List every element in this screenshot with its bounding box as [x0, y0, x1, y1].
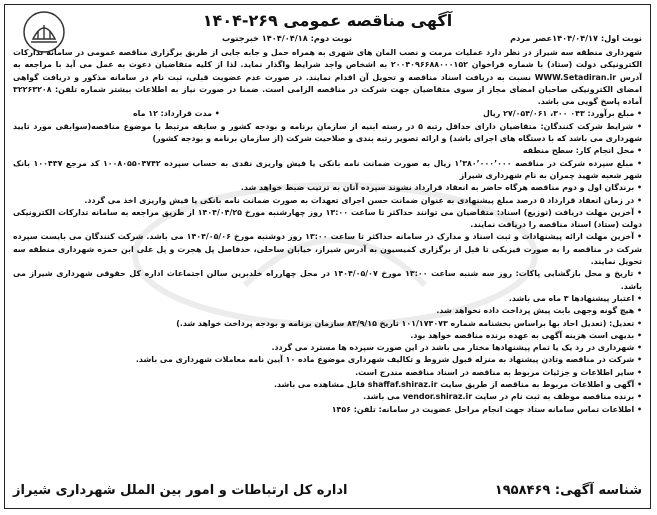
bullet-item: • برندگان اول و دوم مناقصه هرگاه حاضر به انعقاد قرارداد نشوند سپرده آنان به ترتیب ضبط خواهد شد. — [240, 183, 642, 193]
bullet-item: • بدیهی است هزینه آگهی به عهده برنده مناقصه خواهد بود. — [410, 330, 642, 340]
bullet-item: • اعتبار پیشنهادها ۳ ماه می باشد. — [508, 293, 642, 303]
notice-body — [13, 47, 642, 416]
bullet-item: • شرایط شرکت کنندگان: متقاضیان دارای حداقل رتبه ۵ در رسته ابنیه از سازمان برنامه و بودجه کشور و سابقه مرتبط با موضوع مناقصه(سوابقی مورد تایید شهرداری می باشد که با دستگاه های اجرای باشد) و ارائه تصویر رتبه بندی و صلاحیت شرکت (از سازمان برنامه و بودجه کشور) — [13, 121, 642, 144]
first-publication-date: نوبت اول: ۱۴۰۴/۰۴/۱۷عصر مردم — [510, 33, 642, 43]
ad-identifier: شناسه آگهی: ۱۹۵۸۴۶۹ — [494, 482, 642, 498]
notice-title: آگهی مناقصه عمومی ۲۶۹-۱۴۰۴ — [202, 11, 453, 30]
bullet-item: • هیچ گونه وجهی بابت پیش پرداخت داده نخواهد شد. — [436, 306, 642, 316]
bullet-item: • آخرین مهلت دریافت (توزیع) اسناد: متقاضیان می توانند حداکثر تا ساعت ۱۳:۰۰ روز چهارشنبه مورخ ۱۴۰۴/۰۴/۲۵ از طریق مراجعه به سامانه تدارکات الکترونیکی دولت (ستاد) اسناد مناقصه را دریافت نمایند. — [13, 207, 642, 230]
amount-row — [13, 108, 642, 120]
second-publication-date: نوبت دوم: ۱۴۰۴/۰۴/۱۸ خبرجنوب — [222, 33, 352, 43]
intro-paragraph: شهرداری منطقه سه شیراز در نظر دارد عملیات مرمت و نصب المان های شهری به همراه حمل و جابه جایی از طریق برگزاری مناقصه عمومی در سامانه تدارکات الکترونیکی دولت (ستاد) با شماره فراخوان ۲۰۰۴۰۹۶۶۸۸۰۰۰۱۵۲ به اشخاص واجد شرایط واگذار نماید. لذا از کلیه متقاضیان دعوت به عمل می آید با مراجعه به آدرس WWW.Setadiran.ir نسبت به دریافت اسناد مناقصه و تحویل آن اقدام نمایند. در صورت عدم عضویت قبلی، ثبت نام در سامانه مذکور و دریافت گواهی امضای الکترونیکی صاحبان امضای مجاز از سوی متقاضیان جهت شرکت در مناقصه الزامی است. ضمنا در صورت نیاز به اطلاعات بیشتر شماره تلفن: ۳۲۲۶۳۲۰۸ آماده پاسخ گویی می باشد. — [13, 48, 643, 107]
bullet-item: • تعدیل: (تعدیل احاد بها براساس بخشنامه شماره ۱۰۱/۱۷۳۰۷۳ تاریخ ۸۳/۹/۱۵ سازمان برنامه و بودجه پرداخت خواهد شد.) — [176, 318, 642, 328]
bullet-item: • در زمان انعقاد قرارداد ۵ درصد مبلغ پیشنهادی به عنوان ضمانت حسن اجرای تعهدات به صورت ضمانت نامه بانکی یا فیش واریزی اخذ می گردد. — [84, 195, 642, 205]
bullet-item: • مبلغ سپرده شرکت در مناقصه ۱٬۳۸۰٬۰۰۰٬۰۰۰ ریال به صورت ضمانت نامه بانکی یا فیش واریزی نقدی به حساب سپرده ۱۰۰۸۰۵۵۰۴۷۴۲ کد مرجع ۱۰۰۴۳۷ بانک شهر شعبه شهید چمران به نام شهرداری شیراز — [13, 158, 642, 180]
bullet-item: • آخرین مهلت ارائه پیشنهادات و ثبت اسناد و مدارک در سامانه حداکثر تا ساعت ۱۳:۰۰ روز دوشنبه مورخ ۱۴۰۴/۰۵/۰۶ می باشد. شرکت کنندگان می بایست سپرده شرکت در مناقصه را به صورت فیزیکی تا قبل از برگزاری کمیسیون به آدرس شیراز، خیابان ساحلی، حدفاصل پل هجرت و پل علی ابن حمزه شهرداری منطقه سه تحویل نمایند. — [13, 232, 643, 267]
contract-duration: • مدت قرارداد: ۱۲ ماه — [133, 109, 220, 119]
notice-footer — [13, 476, 642, 504]
tender-notice — [4, 4, 651, 509]
bullet-item: • اطلاعات تماس سامانه ستاد جهت انجام مراحل عضویت در سامانه: تلفن: ۱۴۵۶ — [331, 404, 642, 414]
issuer-name: اداره کل ارتباطات و امور بین الملل شهرداری شیراز — [13, 482, 348, 498]
bullet-item: • برنده مناقصه موظف به ثبت نام در سایت vendor.shiraz.ir می باشد. — [363, 392, 642, 402]
bullet-item: • شرکت در مناقصه وتادن پیشنهاد به منزله قبول شروط و تکالیف شهرداری موضوع ماده ۱۰ آیین نامه معاملات شهرداری می باشد. — [135, 355, 642, 365]
publication-dates — [222, 33, 642, 43]
bullet-item: • شهرداری در رد یک یا تمام پیشنهادها مختار می باشد در این صورت سپرده ها مسترد می گردد. — [271, 343, 642, 353]
bullet-item: • سایر اطلاعات و جزئیات مربوط به مناقصه در اسناد مناقصه مندرج است. — [355, 367, 642, 377]
bullet-item: • محل انجام کار: سطح منطقه — [522, 146, 642, 156]
bullet-item: • آگهی و اطلاعات مربوط به مناقصه از طریق سایت shaffaf.shiraz.ir قابل مشاهده می باشد. — [273, 380, 642, 390]
estimated-amount: • مبلغ برآورد: ۰۴۳ ۳۰۰، ۲۷/۰۵۴/۰۶۱ ریال — [483, 109, 642, 119]
bullet-item: • تاریخ و محل بازگشایی پاکات: روز سه شنبه ساعت ۱۳:۰۰ مورخ ۱۴۰۴/۰۵/۰۷ در محل چهارراه خلدبرین سالن اجتماعات اداره کل حقوقی شهرداری شیراز می باشد. — [13, 269, 642, 291]
